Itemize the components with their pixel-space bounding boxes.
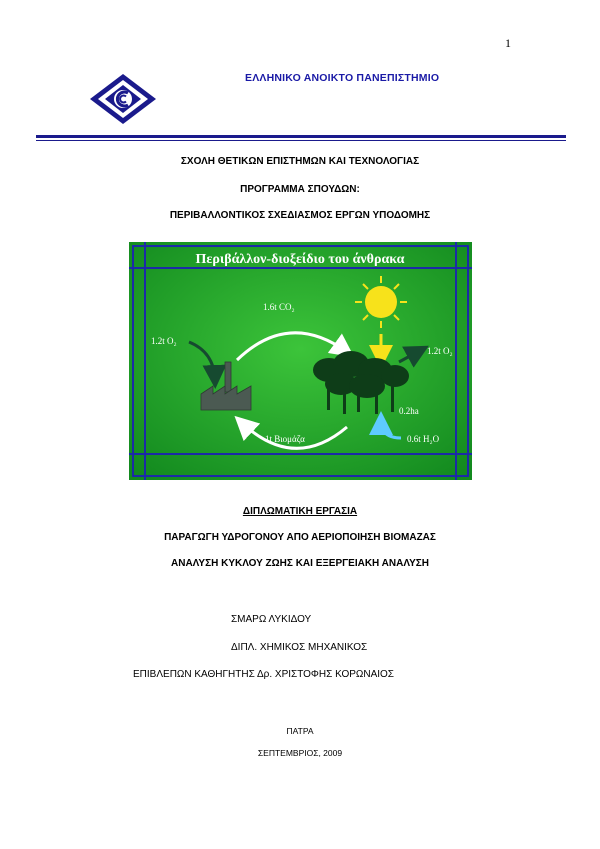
school-name: ΣΧΟΛΗ ΘΕΤΙΚΩΝ ΕΠΙΣΤΗΜΩΝ ΚΑΙ ΤΕΧΝΟΛΟΓΙΑΣ — [180, 156, 420, 167]
figure-background — [129, 242, 472, 480]
date: ΣΕΠΤΕΜΒΡΙΟΣ, 2009 — [257, 748, 343, 758]
university-logo — [88, 72, 158, 126]
co2-label: 1.6t CO₂ — [263, 302, 295, 312]
o2-in-label: 1.2t O₂ — [151, 336, 177, 346]
city: ΠΑΤΡΑ — [286, 726, 314, 736]
biomass-label: 1t Βιομάζα — [265, 434, 305, 444]
author-degree: ΔΙΠΛ. ΧΗΜΙΚΟΣ ΜΗΧΑΝΙΚΟΣ — [231, 642, 368, 653]
thesis-title-line2: ΑΝΑΛΥΣΗ ΚΥΚΛΟΥ ΖΩΗΣ ΚΑΙ ΕΞΕΡΓΕΙΑΚΗ ΑΝΑΛΥΣΗ — [171, 558, 429, 569]
university-name: ΕΛΛΗΝΙΚΟ ΑΝΟΙΚΤΟ ΠΑΝΕΠΙΣΤΗΜΙΟ — [245, 72, 440, 84]
header-rule-thick — [36, 135, 566, 138]
area-label: 0.2ha — [399, 406, 419, 416]
program-name: ΠΕΡΙΒΑΛΛΟΝΤΙΚΟΣ ΣΧΕΔΙΑΣΜΟΣ ΕΡΓΩΝ ΥΠΟΔΟΜΗΣ — [169, 210, 431, 221]
program-label: ΠΡΟΓΡΑΜΜΑ ΣΠΟΥΔΩΝ: — [240, 184, 360, 195]
water-label: 0.6t H₂O — [407, 434, 440, 444]
thesis-type: ΔΙΠΛΩΜΑΤΙΚΗ ΕΡΓΑΣΙΑ — [242, 506, 358, 517]
figure-title: Περιβάλλον-διοξείδιο του άνθρακα — [195, 252, 405, 267]
carbon-cycle-figure — [129, 242, 472, 480]
o2-out-label: 1.2t O₂ — [427, 346, 453, 356]
supervisor: ΕΠΙΒΛΕΠΩΝ ΚΑΘΗΓΗΤΗΣ Δρ. ΧΡΙΣΤΟΦΗΣ ΚΟΡΩΝΑΙΟΣ — [133, 669, 394, 680]
header-rule-thin — [36, 140, 566, 141]
page-number: 1 — [505, 36, 511, 50]
thesis-title-line1: ΠΑΡΑΓΩΓΗ ΥΔΡΟΓΟΝΟΥ ΑΠΟ ΑΕΡΙΟΠΟΙΗΣΗ ΒΙΟΜΑΖΑΣ — [164, 532, 436, 543]
author-name: ΣΜΑΡΩ ΛΥΚΙΔΟΥ — [231, 614, 312, 625]
